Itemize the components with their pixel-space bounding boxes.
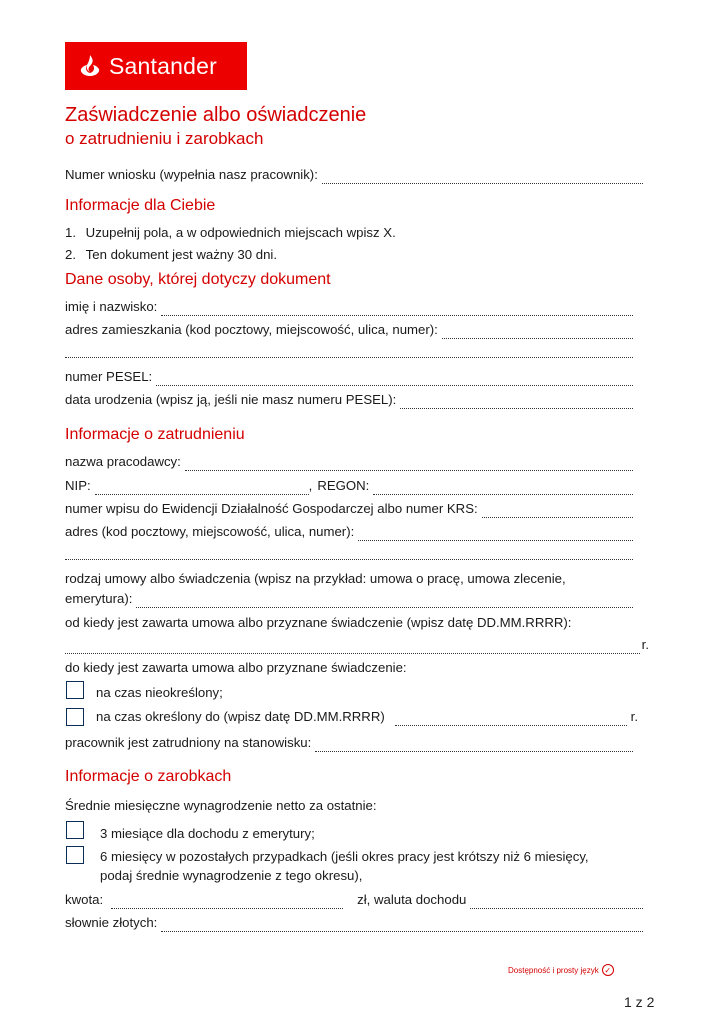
earnings-intro: Średnie miesięczne wynagrodzenie netto za ostatnie: [65,798,377,813]
earnings-heading: Informacje o zarobkach [65,768,232,785]
three-months-checkbox[interactable] [66,821,84,839]
info-item-number: 1. [65,225,76,240]
registry-label: numer wpisu do Ewidencji Działalność Gospodarczej albo numer KRS: [65,501,478,516]
indefinite-checkbox[interactable] [66,681,84,699]
info-item-number: 2. [65,247,76,262]
info-item-2 [65,246,277,264]
page-number: 1 z 2 [624,994,655,1010]
person-heading: Dane osoby, której dotyczy dokument [65,271,331,288]
currency-label: zł, waluta dochodu [357,892,467,907]
currency-line[interactable] [470,896,643,909]
definite-date-line[interactable] [395,713,627,726]
since-year-suffix: r. [641,637,649,652]
position-field[interactable] [65,734,633,752]
nip-comma: , [308,478,313,493]
nip-regon-field[interactable] [65,477,633,495]
amount-words-field[interactable] [65,914,643,932]
address-field-continued[interactable] [65,345,633,358]
pesel-label: numer PESEL: [65,369,153,384]
contract-type-label-1: rodzaj umowy albo świadczenia (wpisz na przykład: umowa o pracę, umowa zlecenie, [65,571,566,586]
employer-address-line-2[interactable] [65,547,633,560]
employer-address-label: adres (kod pocztowy, miejscowość, ulica, numer): [65,524,355,539]
info-item-text: Ten dokument jest ważny 30 dni. [85,247,277,262]
amount-label: kwota: [65,892,104,907]
since-line[interactable] [65,641,640,654]
santander-logo [65,42,247,90]
name-field[interactable] [65,298,633,316]
document-subtitle: o zatrudnieniu i zarobkach [65,129,264,148]
contract-type-line[interactable] [136,595,633,608]
contract-type-label-2: emerytura): [65,591,133,606]
since-field[interactable] [65,636,649,654]
employer-address-line[interactable] [358,528,633,541]
until-label: do kiedy jest zawarta umowa albo przyznane świadczenie: [65,660,407,675]
definite-option-label: na czas określony do (wpisz datę DD.MM.RRRR) [96,709,385,724]
position-label: pracownik jest zatrudniony na stanowisku: [65,735,312,750]
application-number-label: Numer wniosku (wypełnia nasz pracownik): [65,167,318,182]
info-item-1 [65,224,396,242]
registry-field[interactable] [65,500,633,518]
amount-line[interactable] [111,896,343,909]
application-number-field[interactable] [65,166,643,184]
definite-year-suffix: r. [630,709,638,724]
position-line[interactable] [315,739,633,752]
employer-line[interactable] [185,458,633,471]
address-field[interactable] [65,321,633,339]
employment-heading: Informacje o zatrudnieniu [65,426,245,443]
indefinite-option-label: na czas nieokreślony; [96,685,223,700]
accessibility-badge [508,964,614,976]
info-heading: Informacje dla Ciebie [65,197,216,214]
regon-label: REGON: [317,478,370,493]
since-label: od kiedy jest zawarta umowa albo przyznane świadczenie (wpisz datę DD.MM.RRRR): [65,615,572,630]
birthdate-field[interactable] [65,391,633,409]
nip-line[interactable] [95,482,309,495]
name-line[interactable] [161,303,633,316]
amount-field[interactable] [65,891,643,909]
six-months-checkbox[interactable] [66,846,84,864]
six-months-label-2: podaj średnie wynagrodzenie z tego okresu), [100,868,363,883]
brand-name: Santander [109,52,217,79]
amount-words-line[interactable] [161,919,643,932]
contract-type-field[interactable] [65,590,633,608]
address-label: adres zamieszkania (kod pocztowy, miejscowość, ulica, numer): [65,322,438,337]
address-line-2[interactable] [65,345,633,358]
employer-label: nazwa pracodawcy: [65,454,181,469]
definite-checkbox[interactable] [66,708,84,726]
checkmark-icon: ✓ [602,964,614,976]
employer-field[interactable] [65,453,633,471]
nip-label: NIP: [65,478,91,493]
regon-line[interactable] [373,482,633,495]
flame-icon [79,54,101,78]
employer-address-field-continued[interactable] [65,547,633,560]
accessibility-badge-text: Dostępność i prosty język [508,965,599,975]
address-line[interactable] [442,326,633,339]
birthdate-label: data urodzenia (wpisz ją, jeśli nie masz numeru PESEL): [65,392,397,407]
pesel-line[interactable] [156,373,633,386]
birthdate-line[interactable] [400,396,633,409]
six-months-label-1: 6 miesięcy w pozostałych przypadkach (jeśli okres pracy jest krótszy niż 6 miesięcy, [100,849,589,864]
info-item-text: Uzupełnij pola, a w odpowiednich miejscach wpisz X. [85,225,396,240]
pesel-field[interactable] [65,368,633,386]
employer-address-field[interactable] [65,523,633,541]
definite-option-field[interactable] [96,708,638,726]
document-title: Zaświadczenie albo oświadczenie [65,104,367,126]
name-label: imię i nazwisko: [65,299,158,314]
three-months-label: 3 miesiące dla dochodu z emerytury; [100,826,315,841]
registry-line[interactable] [482,505,633,518]
application-number-line[interactable] [322,171,643,184]
amount-words-label: słownie złotych: [65,915,158,930]
